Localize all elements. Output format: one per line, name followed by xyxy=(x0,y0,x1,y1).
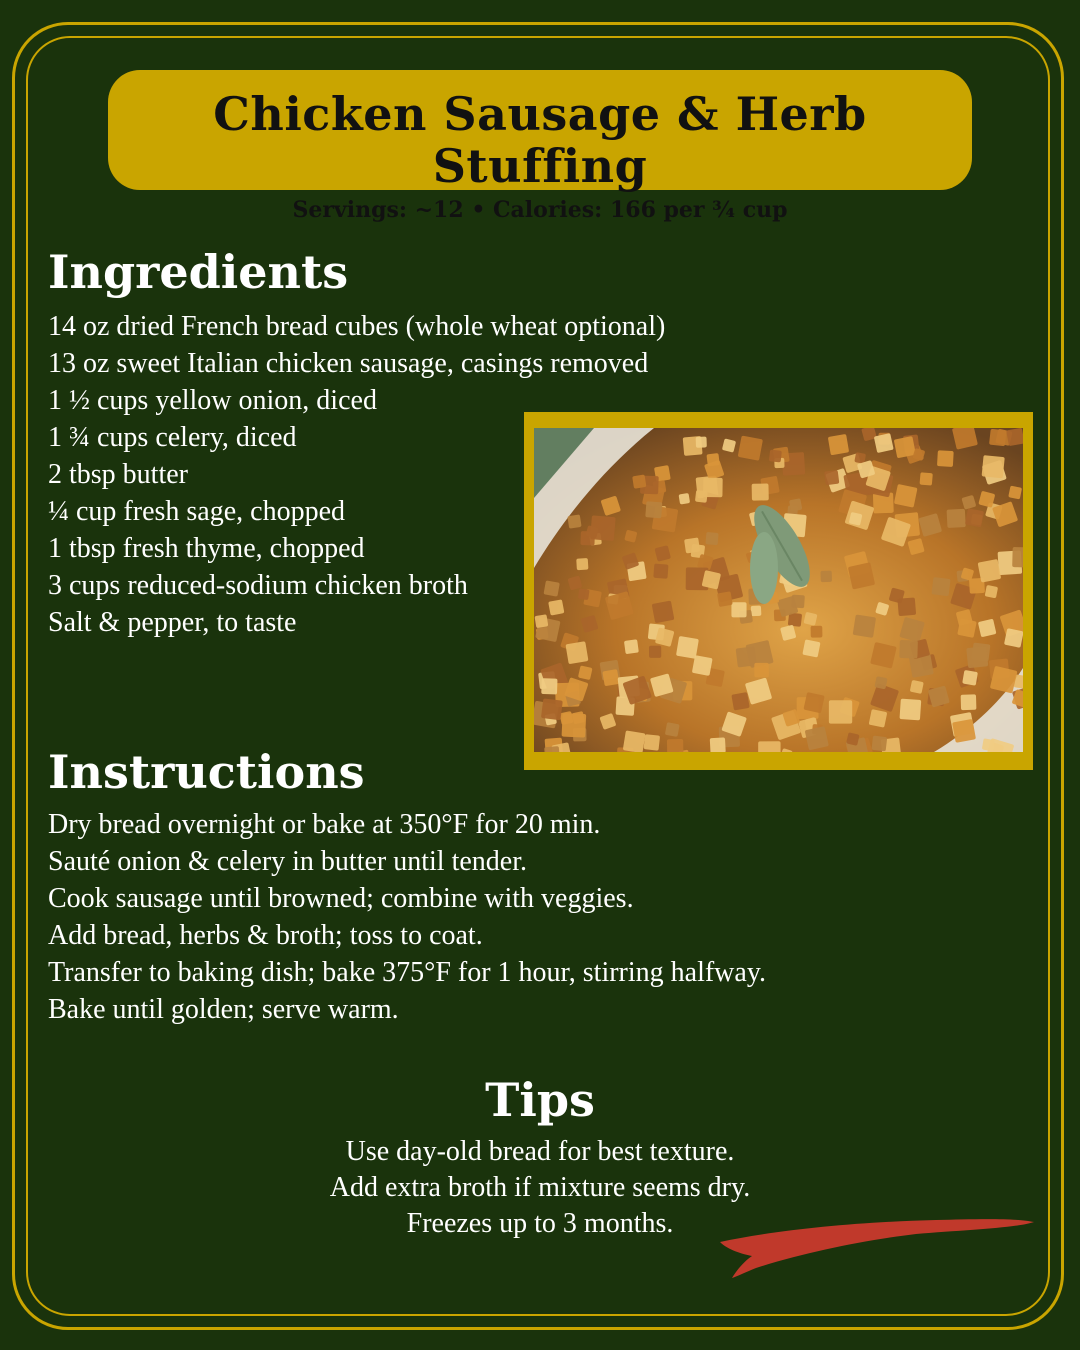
recipe-subtitle: Servings: ~12 • Calories: 166 per ¾ cup xyxy=(292,197,788,223)
stuffing-photo xyxy=(534,428,1023,752)
photo-frame xyxy=(524,412,1033,770)
ingredient-item: Salt & pepper, to taste xyxy=(48,607,297,638)
ingredient-item: 1 ½ cups yellow onion, diced xyxy=(48,385,377,416)
stuffing-illustration xyxy=(534,428,1023,752)
instruction-item: Bake until golden; serve warm. xyxy=(48,994,399,1025)
ingredient-item: 1 ¾ cups celery, diced xyxy=(48,422,297,453)
ingredient-item: 2 tbsp butter xyxy=(48,459,188,490)
ingredients-heading: Ingredients xyxy=(48,245,349,299)
instructions-heading: Instructions xyxy=(48,745,365,799)
instruction-item: Add bread, herbs & broth; toss to coat. xyxy=(48,920,483,951)
tips-heading: Tips xyxy=(485,1073,595,1127)
ingredient-item: 1 tbsp fresh thyme, chopped xyxy=(48,533,365,564)
instruction-item: Cook sausage until browned; combine with veggies. xyxy=(48,883,634,914)
ingredient-item: 3 cups reduced-sodium chicken broth xyxy=(48,570,468,601)
tip-item: Freezes up to 3 months. xyxy=(406,1208,674,1239)
red-brush-stroke xyxy=(716,1212,1036,1282)
instruction-item: Dry bread overnight or bake at 350°F for 20 min. xyxy=(48,809,601,840)
instruction-item: Transfer to baking dish; bake 375°F for 1 hour, stirring halfway. xyxy=(48,957,767,988)
ingredient-item: 13 oz sweet Italian chicken sausage, casings removed xyxy=(48,348,649,379)
tip-item: Add extra broth if mixture seems dry. xyxy=(329,1172,751,1203)
instructions-list xyxy=(48,806,766,1028)
tip-item: Use day-old bread for best texture. xyxy=(345,1136,735,1167)
instruction-item: Sauté onion & celery in butter until tender. xyxy=(48,846,527,877)
recipe-title: Chicken Sausage & Herb Stuffing xyxy=(213,87,867,193)
title-banner xyxy=(108,70,972,223)
ingredient-item: 14 oz dried French bread cubes (whole wheat optional) xyxy=(48,311,666,342)
ingredient-item: ¼ cup fresh sage, chopped xyxy=(48,496,346,527)
